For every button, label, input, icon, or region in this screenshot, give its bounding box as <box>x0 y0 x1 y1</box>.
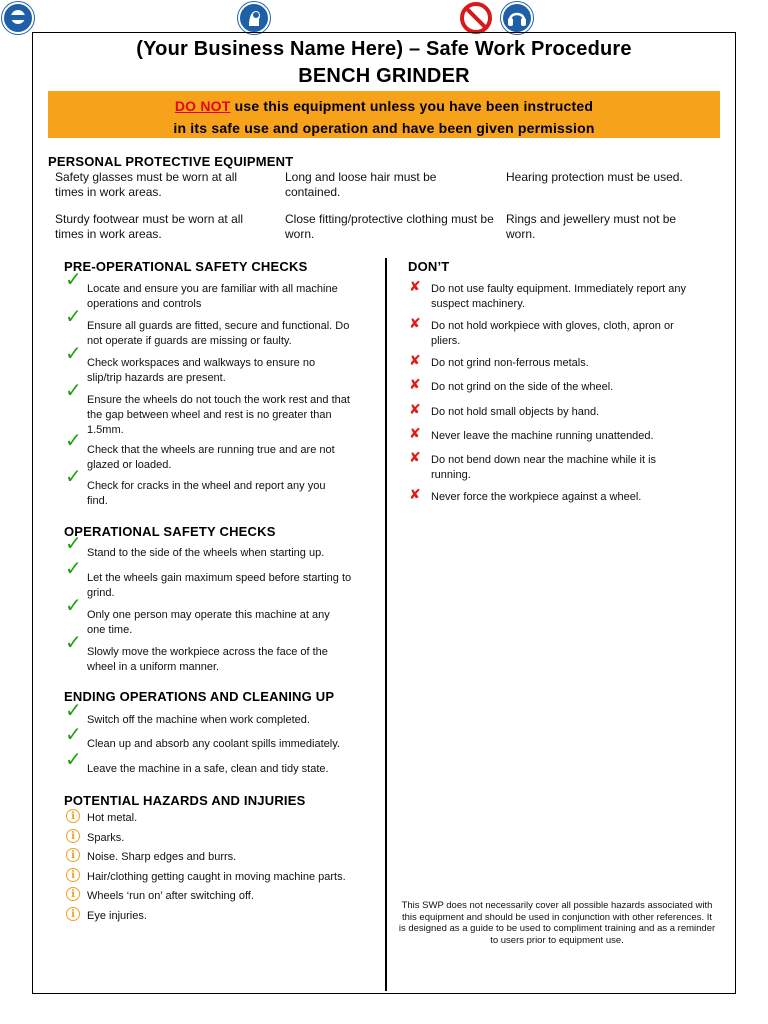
ppe-item: Hearing protection must be used. <box>506 170 683 184</box>
list-item <box>71 811 372 826</box>
list-item-text: Check for cracks in the wheel and report any you find. <box>87 480 326 507</box>
list-item-text: Locate and ensure you are familiar with all machine operations and controls <box>87 283 338 310</box>
list-item <box>65 724 367 752</box>
list-item-text: Do not grind on the side of the wheel. <box>431 381 614 393</box>
list-item <box>65 558 357 601</box>
list-item-text: Do not hold workpiece with gloves, cloth, apron or pliers. <box>431 320 674 347</box>
list-item-text: Eye injuries. <box>87 910 147 922</box>
safety-glasses-icon <box>2 2 34 34</box>
ppe-item: Long and loose hair must be contained. <box>285 170 437 199</box>
list-item <box>65 380 352 438</box>
list-item-text: Slowly move the workpiece across the face of the wheel in a uniform manner. <box>87 646 328 673</box>
cross-icon: ✘ <box>409 486 421 502</box>
ppe-item: Sturdy footwear must be worn at all times in work areas. <box>55 212 244 241</box>
cross-icon: ✘ <box>409 315 421 331</box>
check-icon: ✓ <box>65 380 82 402</box>
list-item <box>65 533 362 561</box>
list-item-text: Stand to the side of the wheels when starting up. <box>87 547 325 559</box>
dont-heading: DON’T <box>408 259 450 274</box>
list-item-text: Leave the machine in a safe, clean and tidy state. <box>87 763 329 775</box>
list-item-text: Switch off the machine when work completed. <box>87 714 310 726</box>
pre-operational-heading: PRE-OPERATIONAL SAFETY CHECKS <box>64 259 308 274</box>
list-item-text: Do not grind non-ferrous metals. <box>431 357 589 369</box>
cross-icon: ✘ <box>409 278 421 294</box>
check-icon: ✓ <box>65 343 82 365</box>
list-item <box>65 269 357 312</box>
list-item <box>409 486 711 505</box>
disclaimer-text: This SWP does not necessarily cover all possible hazards associated with this equipment and should be used in conjunction with other references. It is designed as a guide to be used to compliment training and as a reminder to users prior to equipment use. <box>398 900 716 946</box>
column-divider <box>385 258 387 991</box>
check-icon: ✓ <box>65 558 82 580</box>
list-item <box>65 306 352 349</box>
list-item <box>65 343 347 386</box>
check-icon: ✓ <box>65 700 82 722</box>
list-item-text: Never leave the machine running unattended. <box>431 430 654 442</box>
list-item-text: Hot metal. <box>87 812 138 824</box>
cross-icon: ✘ <box>409 376 421 392</box>
ppe-item: Safety glasses must be worn at all times in work areas. <box>55 170 238 199</box>
list-item <box>65 700 367 728</box>
info-icon: i <box>66 848 80 862</box>
info-icon: i <box>66 887 80 901</box>
list-item <box>65 632 349 675</box>
list-item <box>71 909 372 924</box>
safety-signs-row <box>0 0 768 36</box>
hearing-protection-icon <box>501 2 533 34</box>
list-item <box>65 430 355 473</box>
check-icon: ✓ <box>65 430 82 452</box>
check-icon: ✓ <box>65 749 82 771</box>
warning-line-1: use this equipment unless you have been instructed <box>230 98 594 114</box>
list-item <box>65 749 367 777</box>
list-item-text: Wheels ‘run on’ after switching off. <box>87 890 254 902</box>
hazards-heading: POTENTIAL HAZARDS AND INJURIES <box>64 793 306 808</box>
list-item <box>71 889 372 904</box>
info-icon: i <box>66 868 80 882</box>
check-icon: ✓ <box>65 724 82 746</box>
list-item <box>409 425 711 444</box>
check-icon: ✓ <box>65 306 82 328</box>
list-item-text: Do not use faulty equipment. Immediately report any suspect machinery. <box>431 283 686 310</box>
list-item-text: Never force the workpiece against a wheel. <box>431 491 642 503</box>
title-line-1: (Your Business Name Here) – Safe Work Procedure <box>136 38 632 60</box>
check-icon: ✓ <box>65 533 82 555</box>
check-icon: ✓ <box>65 632 82 654</box>
list-item <box>65 595 349 638</box>
ppe-heading: PERSONAL PROTECTIVE EQUIPMENT <box>48 154 294 169</box>
list-item <box>65 466 347 509</box>
list-item-text: Ensure the wheels do not touch the work rest and that the gap between wheel and rest is no greater than 1.5mm. <box>87 394 350 436</box>
info-icon: i <box>66 907 80 921</box>
info-icon: i <box>66 829 80 843</box>
list-item-text: Do not hold small objects by hand. <box>431 406 600 418</box>
ppe-item: Rings and jewellery must not be worn. <box>506 212 677 241</box>
list-item-text: Only one person may operate this machine at any one time. <box>87 609 330 636</box>
list-item-text: Sparks. <box>87 832 125 844</box>
cross-icon: ✘ <box>409 401 421 417</box>
list-item-text: Noise. Sharp edges and burrs. <box>87 851 237 863</box>
list-item <box>409 315 696 349</box>
page-title <box>32 36 736 90</box>
title-line-2: BENCH GRINDER <box>298 65 470 87</box>
operational-heading: OPERATIONAL SAFETY CHECKS <box>64 524 276 539</box>
list-item <box>71 870 372 885</box>
warning-emphasis: DO NOT <box>174 98 231 114</box>
list-item <box>71 831 372 846</box>
list-item-text: Do not bend down near the machine while it is running. <box>431 454 657 481</box>
list-item-text: Clean up and absorb any coolant spills immediately. <box>87 738 340 750</box>
list-item <box>71 850 372 865</box>
list-item-text: Check that the wheels are running true and are not glazed or loaded. <box>87 444 335 471</box>
list-item-text: Let the wheels gain maximum speed before starting to grind. <box>87 572 352 599</box>
list-item <box>409 449 696 483</box>
warning-line-2: in its safe use and operation and have been given permission <box>173 120 595 136</box>
list-item-text: Ensure all guards are fitted, secure and functional. Do not operate if guards are missing or faulty. <box>87 320 350 347</box>
list-item <box>409 278 711 312</box>
ending-heading: ENDING OPERATIONS AND CLEANING UP <box>64 689 335 704</box>
cross-icon: ✘ <box>409 425 421 441</box>
list-item <box>409 401 711 420</box>
check-icon: ✓ <box>65 269 82 291</box>
info-icon: i <box>66 809 80 823</box>
list-item <box>409 352 711 371</box>
no-entry-icon <box>460 2 492 34</box>
cross-icon: ✘ <box>409 352 421 368</box>
cross-icon: ✘ <box>409 449 421 465</box>
list-item-text: Check workspaces and walkways to ensure no slip/trip hazards are present. <box>87 357 316 384</box>
warning-banner <box>48 91 720 138</box>
ppe-item: Close fitting/protective clothing must be worn. <box>285 212 494 241</box>
hair-contained-icon <box>238 2 270 34</box>
list-item-text: Hair/clothing getting caught in moving machine parts. <box>87 871 346 883</box>
check-icon: ✓ <box>65 595 82 617</box>
check-icon: ✓ <box>65 466 82 488</box>
list-item <box>409 376 711 395</box>
